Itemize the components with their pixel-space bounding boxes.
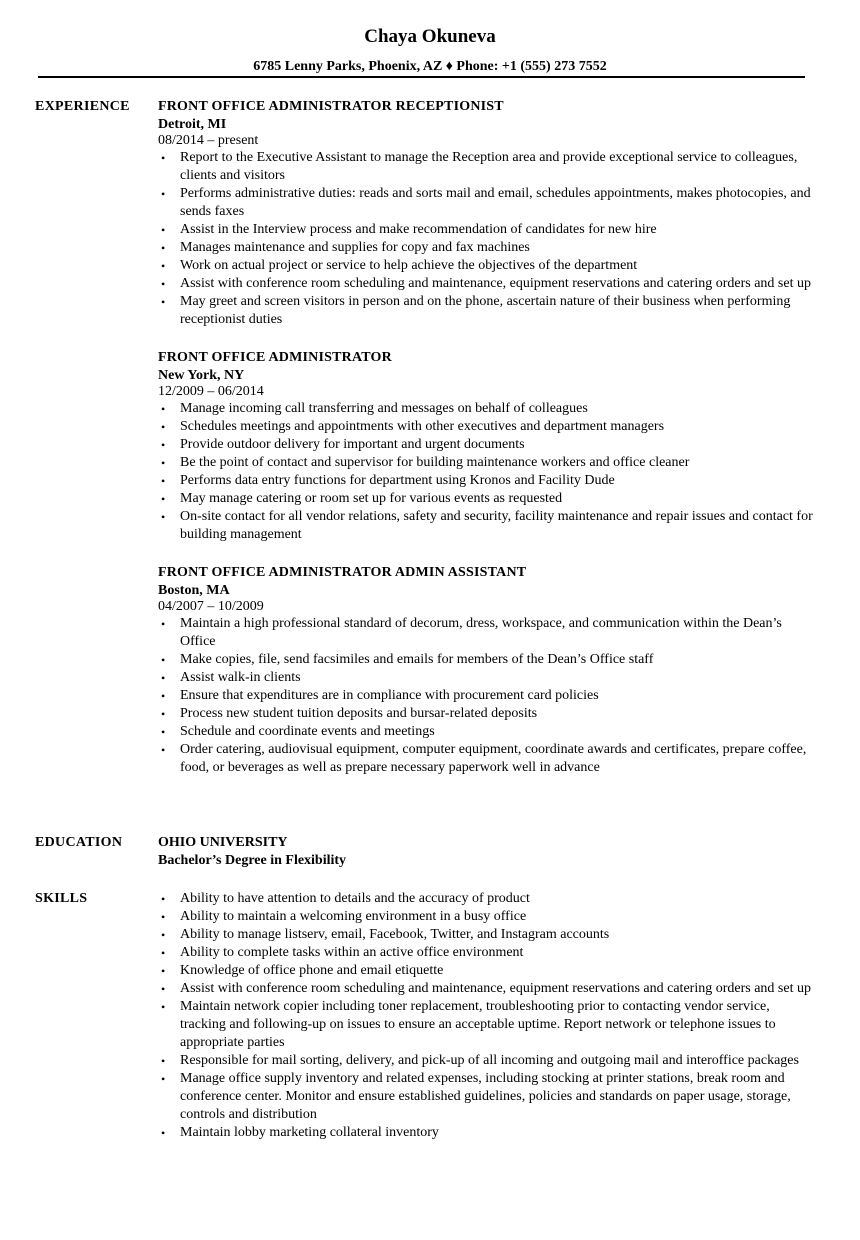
list-item: • Be the point of contact and supervisor for building maintenance workers and office cleaner — [158, 454, 818, 472]
job-location: New York, NY — [158, 368, 245, 383]
list-item: • Manage office supply inventory and related expenses, including stocking at printer stations, break room and conference center. Monitor and ensure established guidelines, policies and standards on paper usage, storage, controls and distribution — [158, 1070, 818, 1124]
school-name: OHIO UNIVERSITY — [158, 835, 288, 850]
list-item: • Ability to manage listserv, email, Facebook, Twitter, and Instagram accounts — [158, 926, 818, 944]
section-title-experience: EXPERIENCE — [35, 99, 130, 114]
skills-list — [158, 890, 818, 1142]
job-dates: 08/2014 – present — [158, 133, 259, 148]
job-duties-list — [158, 400, 818, 544]
list-item: • May greet and screen visitors in person and on the phone, ascertain nature of their business when performing receptionist duties — [158, 293, 818, 329]
list-item: • May manage catering or room set up for various events as requested — [158, 490, 818, 508]
section-title-skills: SKILLS — [35, 891, 88, 906]
job-dates: 04/2007 – 10/2009 — [158, 599, 264, 614]
list-item: • Ability to maintain a welcoming environment in a busy office — [158, 908, 818, 926]
job-entry — [158, 98, 818, 329]
list-item: • Assist with conference room scheduling and maintenance, equipment reservations and catering orders and set up — [158, 980, 818, 998]
list-item: • Order catering, audiovisual equipment, computer equipment, coordinate awards and certificates, prepare coffee, food, or beverages as well as prepare necessary paperwork well in advance — [158, 741, 818, 777]
list-item: • Knowledge of office phone and email etiquette — [158, 962, 818, 980]
job-dates: 12/2009 – 06/2014 — [158, 384, 264, 399]
section-title-education: EDUCATION — [35, 835, 123, 850]
resume-header — [0, 26, 860, 76]
list-item: • Assist in the Interview process and make recommendation of candidates for new hire — [158, 221, 818, 239]
job-title: FRONT OFFICE ADMINISTRATOR — [158, 350, 392, 365]
list-item: • Ability to have attention to details and the accuracy of product — [158, 890, 818, 908]
list-item: • Assist with conference room scheduling and maintenance, equipment reservations and catering orders and set up — [158, 275, 818, 293]
job-entry — [158, 564, 818, 777]
job-location: Boston, MA — [158, 583, 230, 598]
list-item: • Performs data entry functions for department using Kronos and Facility Dude — [158, 472, 818, 490]
list-item: • Ability to complete tasks within an active office environment — [158, 944, 818, 962]
list-item: • Manage incoming call transferring and messages on behalf of colleagues — [158, 400, 818, 418]
list-item: • Maintain lobby marketing collateral inventory — [158, 1124, 818, 1142]
list-item: • Assist walk-in clients — [158, 669, 818, 687]
job-title: FRONT OFFICE ADMINISTRATOR RECEPTIONIST — [158, 99, 504, 114]
list-item: • Provide outdoor delivery for important and urgent documents — [158, 436, 818, 454]
candidate-name: Chaya Okuneva — [364, 26, 496, 47]
list-item: • Performs administrative duties: reads and sorts mail and email, schedules appointments, makes photocopies, and sends faxes — [158, 185, 818, 221]
list-item: • Schedule and coordinate events and meetings — [158, 723, 818, 741]
contact-line: 6785 Lenny Parks, Phoenix, AZ ♦ Phone: +1 (555) 273 7552 — [253, 59, 607, 74]
list-item: • Make copies, file, send facsimiles and emails for members of the Dean’s Office staff — [158, 651, 818, 669]
list-item: • Process new student tuition deposits and bursar-related deposits — [158, 705, 818, 723]
header-divider — [38, 76, 805, 78]
list-item: • Schedules meetings and appointments with other executives and department managers — [158, 418, 818, 436]
degree: Bachelor’s Degree in Flexibility — [158, 853, 347, 868]
skills-body — [158, 890, 818, 1142]
job-location: Detroit, MI — [158, 117, 227, 132]
list-item: • Maintain a high professional standard of decorum, dress, workspace, and communication within the Dean’s Office — [158, 615, 818, 651]
job-duties-list — [158, 149, 818, 329]
list-item: • On-site contact for all vendor relations, safety and security, facility maintenance and repair issues and contact for building management — [158, 508, 818, 544]
list-item: • Manages maintenance and supplies for copy and fax machines — [158, 239, 818, 257]
job-entry — [158, 349, 818, 544]
list-item: • Work on actual project or service to help achieve the objectives of the department — [158, 257, 818, 275]
job-title: FRONT OFFICE ADMINISTRATOR ADMIN ASSISTANT — [158, 565, 527, 580]
list-item: • Report to the Executive Assistant to manage the Reception area and provide exceptional service to colleagues, clients and visitors — [158, 149, 818, 185]
experience-body — [158, 98, 818, 777]
list-item: • Maintain network copier including toner replacement, troubleshooting prior to contacting vendor service, tracking and following-up on issues to ensure an acceptable uptime. Report network or telephone issues to appropriate parties — [158, 998, 818, 1052]
job-duties-list — [158, 615, 818, 777]
list-item: • Responsible for mail sorting, delivery, and pick-up of all incoming and outgoing mail and interoffice packages — [158, 1052, 818, 1070]
list-item: • Ensure that expenditures are in compliance with procurement card policies — [158, 687, 818, 705]
education-body — [158, 834, 818, 870]
